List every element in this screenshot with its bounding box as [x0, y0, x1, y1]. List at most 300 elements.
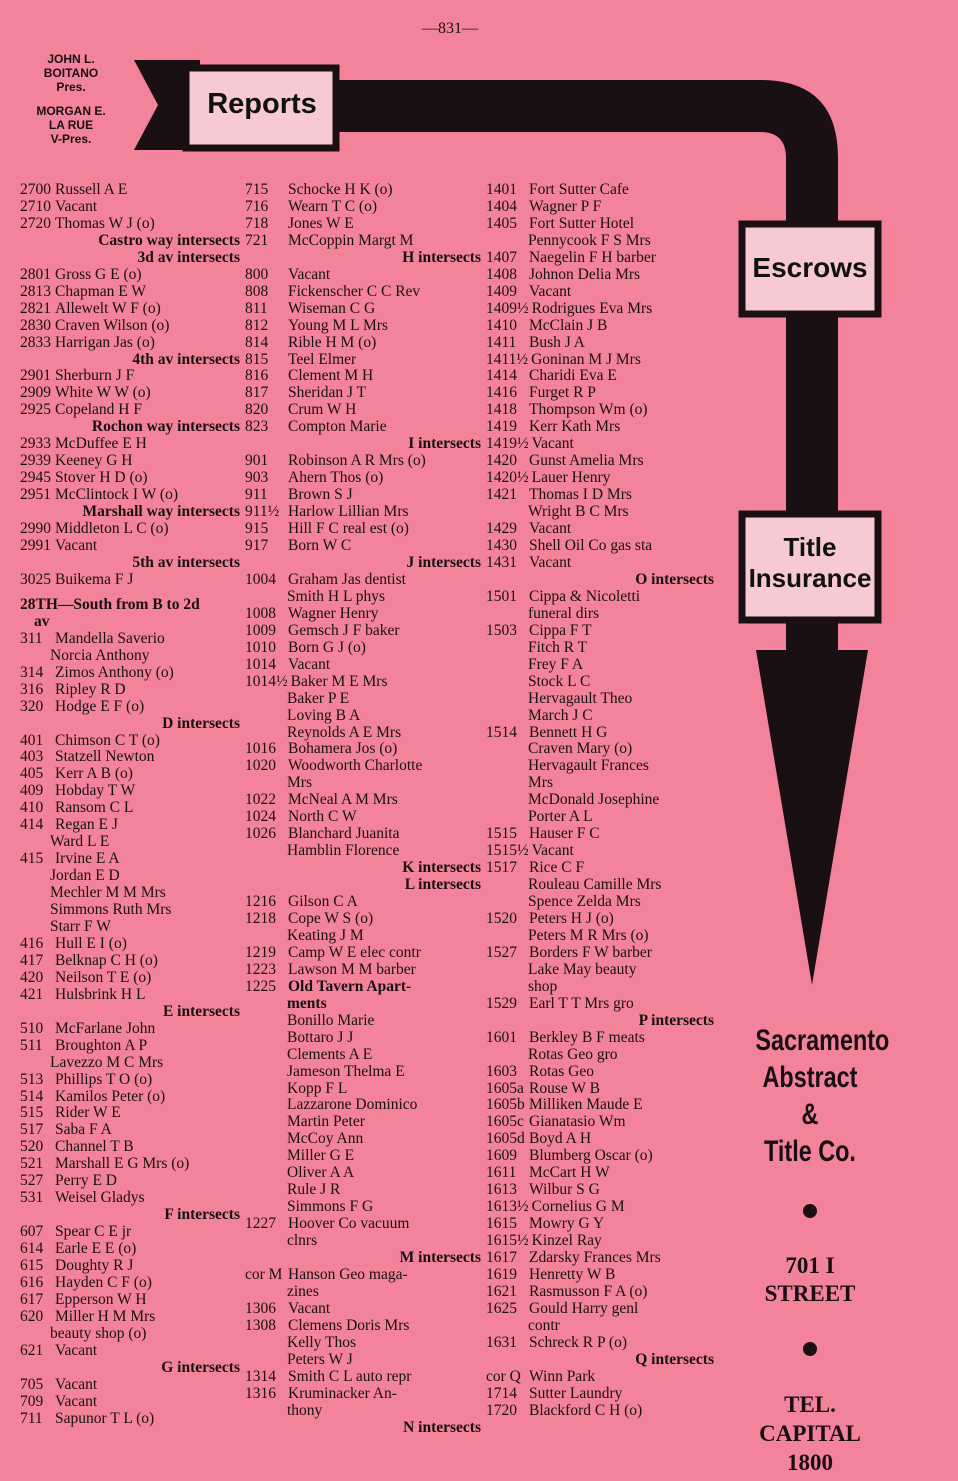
intersection-heading: O intersects — [635, 570, 714, 588]
resident-name: Kerr Kath Mrs — [529, 419, 621, 436]
directory-entry — [245, 1301, 481, 1318]
directory-entry — [20, 800, 240, 817]
directory-entry — [20, 817, 240, 834]
resident-name: Vacant — [288, 266, 331, 283]
house-number: 1227 — [245, 1215, 276, 1233]
directory-entry — [486, 1335, 726, 1352]
house-number: 617 — [20, 1290, 44, 1308]
directory-entry — [486, 945, 726, 962]
directory-entry — [486, 725, 726, 742]
house-number: 1714 — [486, 1384, 517, 1402]
directory-entry — [20, 1139, 240, 1156]
tel-line-3: 1800 — [787, 1450, 833, 1475]
resident-name: Lawson M M barber — [288, 961, 416, 978]
house-number: 314 — [20, 663, 44, 681]
resident-name: Vacant — [55, 538, 98, 555]
house-number: 1420½ — [486, 469, 529, 487]
page-number: —831— — [422, 20, 478, 37]
house-number: 709 — [20, 1392, 44, 1410]
directory-entry — [20, 1343, 240, 1360]
resident-name: Buikema F J — [55, 571, 134, 588]
intersection-heading: P intersects — [638, 1011, 714, 1029]
directory-entry — [486, 487, 726, 504]
house-number: 2813 — [20, 282, 51, 300]
house-number: 711 — [20, 1409, 43, 1427]
resident-name: Teel Elmer — [288, 351, 357, 368]
directory-entry — [245, 385, 481, 402]
house-number: 1401 — [486, 181, 517, 198]
resident-name: Winn Park — [529, 1368, 596, 1385]
directory-entry — [486, 1284, 726, 1301]
address-line-1: 701 I — [785, 1253, 835, 1278]
intersection-heading: D intersects — [162, 714, 240, 732]
house-number: 621 — [20, 1341, 44, 1359]
directory-entry — [486, 250, 726, 267]
resident-name: McClain J B — [529, 317, 608, 334]
house-number: 1601 — [486, 1028, 517, 1046]
directory-continuation: Lake May beauty — [528, 960, 637, 978]
resident-name: McFarlane John — [55, 1020, 156, 1037]
directory-entry — [486, 1267, 726, 1284]
resident-name: Borders F W barber — [529, 944, 652, 961]
resident-name: Russell A E — [55, 182, 128, 198]
resident-name: Henretty W B — [529, 1267, 616, 1283]
house-number: 1418 — [486, 401, 517, 419]
house-number: 401 — [20, 731, 44, 749]
directory-entry — [486, 368, 726, 385]
house-number: 320 — [20, 697, 44, 715]
house-number: 823 — [245, 418, 269, 436]
directory-entry — [20, 1224, 240, 1241]
resident-name: Born G J (o) — [288, 639, 366, 656]
resident-name: Baker M E Mrs — [290, 673, 388, 690]
resident-name: Born W C — [288, 538, 352, 555]
resident-name: Sheridan J T — [288, 385, 367, 402]
directory-entry — [20, 682, 240, 699]
directory-entry — [20, 1173, 240, 1190]
intersection-heading: 4th av intersects — [132, 350, 240, 368]
house-number: 615 — [20, 1257, 44, 1275]
house-number: 1004 — [245, 570, 276, 588]
bullet-dot — [803, 1204, 817, 1218]
resident-name: Blumberg Oscar (o) — [529, 1148, 653, 1165]
directory-entry — [245, 623, 481, 640]
resident-name: Fickenscher C C Rev — [288, 283, 421, 300]
resident-name: Mowry G Y — [529, 1216, 605, 1233]
directory-entry — [486, 267, 726, 284]
resident-name: Peters H J (o) — [529, 910, 614, 927]
directory-continuation: Smith H L phys — [287, 587, 386, 605]
house-number: 718 — [245, 214, 269, 232]
directory-entry — [20, 1377, 240, 1394]
resident-name: Graham Jas dentist — [288, 571, 406, 588]
directory-continuation: Miller G E — [287, 1147, 355, 1165]
resident-name: Hodge E F (o) — [55, 698, 145, 715]
directory-entry — [20, 267, 240, 284]
resident-name: Kinzel Ray — [531, 1233, 602, 1250]
house-number: 2801 — [20, 265, 51, 283]
house-number: 514 — [20, 1087, 44, 1105]
directory-entry — [245, 267, 481, 284]
directory-entry — [486, 911, 726, 928]
directory-continuation: Jordan E D — [50, 867, 120, 885]
directory-entry — [245, 419, 481, 436]
directory-entry — [245, 504, 481, 521]
directory-continuation: Kelly Thos — [287, 1333, 357, 1351]
directory-continuation: Frey F A — [528, 655, 584, 673]
house-number: 812 — [245, 316, 269, 334]
directory-continuation: Loving B A — [287, 706, 361, 724]
directory-continuation: thony — [287, 1401, 323, 1419]
intersection-heading: J intersects — [406, 553, 481, 571]
house-number: 911 — [245, 486, 268, 504]
resident-name: Phillips T O (o) — [55, 1071, 153, 1088]
house-number: 1605c — [486, 1113, 524, 1131]
house-number: 1515½ — [486, 842, 529, 860]
directory-entry — [20, 538, 240, 555]
house-number: 1619 — [486, 1266, 517, 1283]
directory-continuation: Reynolds A E Mrs — [287, 723, 402, 741]
resident-name: Wearn T C (o) — [288, 198, 378, 215]
house-number: 1410 — [486, 316, 517, 334]
directory-continuation: Norcia Anthony — [50, 646, 150, 664]
house-number: 1603 — [486, 1062, 517, 1080]
resident-name: Rider W E — [55, 1105, 121, 1122]
house-number: 1014 — [245, 655, 276, 673]
resident-name: Middleton L C (o) — [55, 521, 169, 538]
directory-continuation: Mrs — [287, 774, 312, 792]
directory-entry — [486, 1182, 726, 1199]
house-number: 1411½ — [486, 350, 529, 368]
directory-entry — [20, 216, 240, 233]
resident-name: Copeland H F — [55, 402, 142, 419]
house-number: 1420 — [486, 452, 517, 470]
directory-entry — [20, 487, 240, 504]
house-number: 1219 — [245, 943, 276, 961]
directory-entry — [245, 640, 481, 657]
resident-name: McNeal A M Mrs — [288, 792, 398, 809]
resident-name: Cornelius G M — [531, 1199, 625, 1216]
resident-name: Woodworth Charlotte — [288, 758, 423, 775]
resident-name: Chapman E W — [55, 283, 146, 300]
resident-name: Vacant — [55, 1376, 98, 1393]
house-number: 1409 — [486, 282, 517, 300]
house-number: 1515 — [486, 825, 517, 843]
house-number: 815 — [245, 350, 269, 368]
house-number: 414 — [20, 816, 44, 834]
directory-entry — [20, 1156, 240, 1173]
house-number: 517 — [20, 1121, 44, 1139]
house-number: 1024 — [245, 808, 276, 826]
directory-entry — [245, 368, 481, 385]
house-number: 1631 — [486, 1333, 517, 1351]
house-number: 911½ — [245, 503, 280, 521]
resident-name: Broughton A P — [55, 1037, 148, 1054]
house-number: 520 — [20, 1138, 44, 1156]
directory-entry — [245, 318, 481, 335]
directory-continuation: Porter A L — [528, 808, 593, 826]
resident-name: Charidi Eva E — [529, 368, 617, 385]
directory-entry — [486, 623, 726, 640]
vice-president-title: V-Pres. — [50, 132, 92, 146]
directory-entry — [486, 216, 726, 233]
resident-name: Thomas I D Mrs — [529, 487, 632, 504]
resident-name: Rible H M (o) — [288, 334, 377, 351]
directory-entry — [20, 1309, 240, 1326]
directory-entry — [486, 1097, 726, 1114]
resident-name: White W W (o) — [55, 385, 151, 402]
house-number: 1010 — [245, 638, 276, 656]
resident-name: Wagner P F — [529, 198, 602, 215]
resident-name: Ripley R D — [55, 681, 126, 698]
resident-name: Compton Marie — [288, 419, 387, 436]
resident-name: Wiseman C G — [288, 300, 376, 317]
resident-name: Craven Wilson (o) — [55, 317, 170, 334]
resident-name: Harrigan Jas (o) — [55, 334, 155, 351]
house-number: 1720 — [486, 1401, 517, 1419]
resident-name: Clement M H — [288, 368, 374, 385]
directory-entry — [486, 335, 726, 352]
house-number: 311 — [20, 629, 43, 647]
house-number: 1014½ — [245, 672, 288, 690]
directory-entry — [245, 572, 481, 589]
house-number: 1605b — [486, 1096, 525, 1114]
resident-name: Cope W S (o) — [288, 910, 374, 927]
house-number: 715 — [245, 181, 269, 198]
house-number: 808 — [245, 282, 269, 300]
house-number: 1223 — [245, 960, 276, 978]
resident-name: Gianatasio Wm — [529, 1114, 626, 1131]
directory-continuation: Oliver A A — [287, 1164, 355, 1182]
house-number: 2720 — [20, 214, 51, 232]
directory-entry — [486, 436, 726, 453]
resident-name: Hull E I (o) — [55, 935, 127, 952]
directory-continuation: Wright B C Mrs — [528, 503, 629, 521]
directory-entry — [245, 962, 481, 979]
directory-continuation: Peters W J — [287, 1350, 353, 1368]
tel-line-1: TEL. — [784, 1392, 836, 1417]
house-number: 420 — [20, 968, 44, 986]
resident-name: Regan E J — [55, 817, 118, 834]
directory-continuation: Martin Peter — [287, 1113, 365, 1131]
directory-continuation: McCoy Ann — [287, 1130, 364, 1148]
directory-entry — [245, 335, 481, 352]
directory-entry — [20, 970, 240, 987]
house-number: 1218 — [245, 909, 276, 927]
resident-name: Brown S J — [288, 487, 353, 504]
directory-continuation: March J C — [528, 706, 593, 724]
directory-entry — [245, 284, 481, 301]
directory-entry — [486, 284, 726, 301]
directory-continuation: Ward L E — [50, 833, 110, 851]
directory-entry — [486, 1216, 726, 1233]
resident-name: Old Tavern Apart- — [288, 978, 412, 995]
house-number: 1611 — [486, 1164, 517, 1182]
directory-entry — [20, 733, 240, 750]
house-number: 1529 — [486, 994, 517, 1012]
resident-name: Schreck R P (o) — [529, 1334, 628, 1351]
directory-continuation: Craven Mary (o) — [528, 740, 633, 758]
directory-continuation: Stock L C — [528, 672, 591, 690]
house-number: 2945 — [20, 469, 51, 487]
president-name: JOHN L. BOITANO — [43, 52, 99, 80]
directory-entry — [486, 199, 726, 216]
directory-entry — [245, 1386, 481, 1403]
resident-name: Jones W E — [288, 215, 354, 232]
resident-name: Vacant — [531, 843, 574, 860]
resident-name: Doughty R J — [55, 1258, 134, 1275]
directory-entry — [20, 699, 240, 716]
resident-name: Earl T T Mrs gro — [529, 995, 634, 1012]
resident-name: Bohamera Jos (o) — [288, 741, 398, 758]
directory-entry — [20, 665, 240, 682]
directory-entry — [486, 843, 726, 860]
directory-continuation: Hervagault Frances — [528, 757, 649, 775]
directory-continuation: clnrs — [287, 1232, 318, 1250]
house-number: 1615 — [486, 1215, 517, 1233]
resident-name: Hauser F C — [529, 826, 600, 843]
house-number: 2830 — [20, 316, 51, 334]
house-number: 410 — [20, 799, 44, 817]
house-number: 820 — [245, 401, 269, 419]
house-number: 2939 — [20, 452, 51, 470]
directory-continuation: zines — [287, 1282, 319, 1300]
directory-continuation: Rule J R — [287, 1181, 341, 1199]
insurance-label: Insurance — [748, 563, 872, 593]
directory-entry — [20, 783, 240, 800]
resident-name: Thomas W J (o) — [55, 215, 155, 232]
directory-entry — [486, 1403, 726, 1420]
house-number: 1022 — [245, 791, 276, 809]
resident-name: Saba F A — [55, 1122, 112, 1139]
intersection-heading: F intersects — [164, 1206, 240, 1224]
resident-name: Stover H D (o) — [55, 470, 148, 487]
intersection-heading: E intersects — [162, 1002, 240, 1020]
directory-entry — [20, 987, 240, 1004]
resident-name: Vacant — [288, 656, 331, 673]
house-number: 1404 — [486, 197, 517, 215]
house-number: 1430 — [486, 537, 517, 555]
directory-entry — [245, 538, 481, 555]
directory-entry — [486, 860, 726, 877]
directory-entry — [486, 301, 726, 318]
house-number: 521 — [20, 1155, 44, 1173]
house-number: 1605d — [486, 1130, 525, 1148]
directory-entry — [245, 945, 481, 962]
directory-entry — [20, 1241, 240, 1258]
house-number: 405 — [20, 765, 44, 783]
bullet-dot — [803, 1342, 817, 1356]
house-number: 1308 — [245, 1316, 276, 1334]
resident-name: Vacant — [531, 436, 574, 453]
directory-continuation: Rouleau Camille Mrs — [528, 876, 662, 894]
directory-entry — [20, 936, 240, 953]
house-number: 1216 — [245, 893, 276, 911]
street-heading: 28TH—South from B to 2d — [20, 595, 200, 613]
directory-continuation: contr — [528, 1316, 560, 1334]
directory-continuation: Bottaro J J — [287, 1028, 354, 1046]
tel-line-2: CAPITAL — [759, 1421, 861, 1446]
directory-entry — [486, 1114, 726, 1131]
resident-name: Blackford C H (o) — [529, 1402, 643, 1419]
resident-name: Channel T B — [55, 1139, 134, 1156]
house-number: 1416 — [486, 384, 517, 402]
directory-continuation: Clements A E — [287, 1045, 373, 1063]
resident-name: Neilson T E (o) — [55, 969, 152, 986]
reports-label: Reports — [207, 88, 317, 120]
resident-name: Sutter Laundry — [529, 1385, 623, 1402]
directory-entry — [20, 631, 240, 648]
resident-name: Harlow Lillian Mrs — [288, 504, 409, 521]
house-number: 511 — [20, 1036, 43, 1054]
directory-continuation: Baker P E — [287, 689, 350, 707]
title-label: Title — [783, 532, 837, 562]
resident-name: Robinson A R Mrs (o) — [288, 453, 426, 470]
house-number: 417 — [20, 951, 44, 969]
resident-name: McDuffee E H — [55, 436, 147, 453]
resident-name: Young M L Mrs — [288, 317, 388, 334]
directory-entry — [20, 1394, 240, 1411]
house-number: 1615½ — [486, 1232, 529, 1250]
house-number: 705 — [20, 1375, 44, 1393]
resident-name: Hoover Co vacuum — [288, 1216, 410, 1233]
directory-entry — [245, 1267, 481, 1284]
sacramento-abstract-advert — [740, 1022, 890, 1477]
directory-entry — [486, 1199, 726, 1216]
resident-name: Hanson Geo maga- — [288, 1267, 408, 1283]
directory-continuation: Hervagault Theo — [528, 689, 633, 707]
directory-entry — [245, 1216, 481, 1233]
resident-name: Cippa F T — [529, 622, 592, 639]
directory-entry — [486, 1148, 726, 1165]
resident-name: Weisel Gladys — [55, 1190, 145, 1207]
directory-entry — [245, 402, 481, 419]
resident-name: Naegelin F H barber — [529, 249, 656, 266]
directory-entry — [245, 792, 481, 809]
house-number: 1016 — [245, 740, 276, 758]
directory-entry — [20, 182, 240, 199]
directory-entry — [20, 1122, 240, 1139]
resident-name: Vacant — [529, 554, 572, 571]
house-number: 816 — [245, 367, 269, 385]
house-number: 2700 — [20, 181, 51, 198]
directory-entry — [20, 1411, 240, 1428]
directory-entry — [245, 352, 481, 369]
resident-name: Bennett H G — [529, 724, 608, 741]
directory-entry — [486, 318, 726, 335]
house-number: 1431 — [486, 553, 517, 571]
resident-name: Shell Oil Co gas sta — [529, 538, 653, 555]
house-number: 1613½ — [486, 1198, 529, 1216]
resident-name: Schocke H K (o) — [288, 182, 393, 198]
resident-name: Belknap C H (o) — [55, 952, 158, 969]
resident-name: Smith C L auto repr — [288, 1368, 412, 1385]
resident-name: Kruminacker An- — [288, 1385, 397, 1402]
company-name-line-2: Abstract & — [762, 1061, 858, 1131]
house-number: 2933 — [20, 435, 51, 453]
resident-name: Sherburn J F — [55, 368, 135, 385]
directory-entry — [20, 453, 240, 470]
house-number: 2991 — [20, 537, 51, 555]
directory-entry — [245, 470, 481, 487]
directory-continuation: Lavezzo M C Mrs — [50, 1053, 164, 1071]
directory-entry — [245, 758, 481, 775]
directory-entry — [20, 402, 240, 419]
house-number: cor Q — [486, 1367, 521, 1385]
directory-continuation: Mrs — [528, 774, 553, 792]
intersection-heading: N intersects — [403, 1418, 481, 1436]
house-number: 1621 — [486, 1282, 517, 1300]
